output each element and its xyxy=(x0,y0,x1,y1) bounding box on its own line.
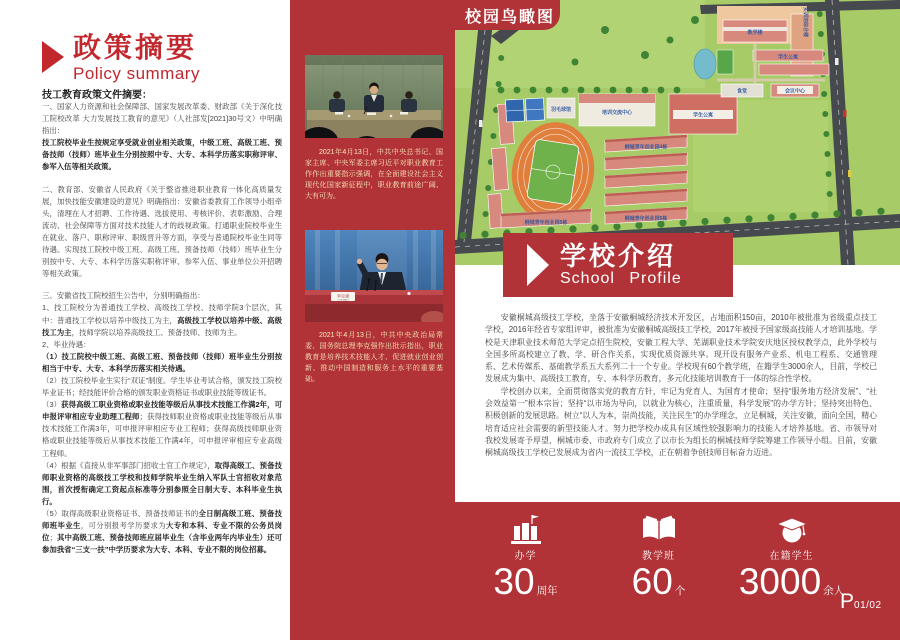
campus-label-park-4: 桐城青年创业园4栋 xyxy=(624,144,668,151)
tree xyxy=(613,223,620,230)
policy-paragraph: （4）根据《直接从非军事部门招收士官工作规定》，取得高级工、预备技师职业资格的高级技工学校和技师学院毕业生纳入军队士官招收对象范围，首次授衔确定工资起点标准等分别参照全日制大专、本科毕业生执行。 xyxy=(42,460,282,506)
campus-label-park-5: 桐城青年创业园5栋 xyxy=(624,216,668,222)
page-number-prefix: P xyxy=(840,590,855,613)
campus-view-badge: 校园鸟瞰图 xyxy=(432,0,560,30)
tree xyxy=(562,87,569,94)
tree xyxy=(496,81,502,87)
stat-students xyxy=(725,514,858,640)
tree xyxy=(490,133,496,139)
school-profile-title xyxy=(503,233,733,297)
tree xyxy=(691,16,699,24)
tree xyxy=(701,218,708,225)
car xyxy=(835,58,839,65)
red-triangle-icon xyxy=(42,41,64,73)
tree xyxy=(498,87,505,94)
stat-years xyxy=(459,514,592,640)
campus-label-dorm-2: 学生公寓 xyxy=(777,54,799,61)
tree xyxy=(610,87,617,94)
nameplate-text-en: LI KEQIANG xyxy=(337,299,349,302)
school-building-icon xyxy=(509,514,543,544)
tree xyxy=(481,231,488,238)
campus-label-shixun: 实训馆综合楼 xyxy=(802,6,808,38)
tree xyxy=(459,232,466,239)
policy-paragraph: 2、毕业待遇： xyxy=(42,339,91,349)
tree xyxy=(723,217,730,224)
graduate-cap-icon xyxy=(775,514,809,544)
page-number xyxy=(840,590,882,614)
policy-title-en: Policy summary xyxy=(73,64,200,83)
stat-classes xyxy=(592,514,725,640)
school-paragraph-2: 学校创办以来，全面贯彻落实党的教育方针，牢记为党育人、为国育才使命；坚持“服务地方经济发展”、“社会效益第一”根本宗旨；坚持“以市场为导向，以就业为核心，注重质量，科学发展”的办学方针；坚持突出特色、积极创新的发展思路。树立“以人为本，崇尚技能，关注民生”的办学理念，立足桐城，关注安徽，面向全国，精心培育适应社会需要的新型技能人才。努力把学校办成具有区域性较强影响力的技能人才培养基地。省、市领导对我校发展寄予厚望，桐城市委、市政府专门成立了以市长为组长的桐城技师学院筹建工作领导小组。目前，安徽桐城高级技工学校已发展成为省内一流技工学校，正在朝着争创技师目标奋力迈进。 xyxy=(485,386,877,458)
stat-value: 30 xyxy=(493,561,535,602)
tree xyxy=(642,87,649,94)
stat-value: 60 xyxy=(631,561,673,602)
tree xyxy=(745,215,752,222)
tree xyxy=(679,219,686,226)
campus-label-dorm: 学生公寓 xyxy=(692,112,714,119)
tree xyxy=(485,185,491,191)
tree xyxy=(823,131,829,137)
tree xyxy=(658,87,665,94)
tree xyxy=(594,87,601,94)
stat-unit: 余人 xyxy=(823,585,845,597)
stats-band xyxy=(455,502,900,640)
policy-summary-title xyxy=(42,33,200,84)
policy-paragraph: 技工院校毕业生按规定享受就业创业相关政策，中级工班、高级工班、预备技师（技师）班毕业生分别按照中专、大专、本科学历落实职称评审、参军入伍等相关政策。 xyxy=(42,138,282,172)
tree xyxy=(483,211,489,217)
tree xyxy=(578,87,585,94)
page-number-value: 01/02 xyxy=(854,600,882,611)
tree xyxy=(789,213,796,220)
stat-value: 3000 xyxy=(738,561,822,602)
tree xyxy=(667,37,674,44)
tree xyxy=(824,151,830,157)
tree xyxy=(821,91,827,97)
school-title-en: School Profile xyxy=(560,269,682,287)
xi-jinping-meeting-photo xyxy=(305,55,443,138)
campus-label-conference: 会议中心 xyxy=(784,88,806,95)
tree xyxy=(572,59,579,66)
policy-text-block xyxy=(42,101,282,556)
tree xyxy=(498,55,504,61)
nameplate-text: 李克强 xyxy=(336,293,350,299)
car xyxy=(843,110,847,117)
school-title-cn: 学校介绍 xyxy=(560,240,677,271)
tree xyxy=(827,191,833,197)
stat-label: 办学 xyxy=(514,551,537,562)
campus-aerial-map xyxy=(455,0,900,265)
tree xyxy=(818,31,824,37)
tree xyxy=(674,87,681,94)
policy-paragraph: （5）取得高级职业资格证书、预备技师证书的全日制高级工班、预备技师班毕业生，可分别报考学历要求为大专和本科、专业不限的公务员岗位；其中高级工班、预备技师班应届毕业生（含毕业两年内毕业生）还可参加我省“三支一扶”中学历要求为大专、本科、专业不限的岗位招募。 xyxy=(42,509,282,555)
campus-label-training-center: 培训交流中心 xyxy=(601,110,633,116)
policy-paragraph: （2）技工院校毕业生实行“双证”制度。学生毕业考试合格，颁发技工院校毕业证书；经技能评价合格的颁发职业资格证书或职业技能等级证书。 xyxy=(42,375,282,398)
car xyxy=(848,170,852,177)
tree xyxy=(833,210,840,217)
policy-paragraph: （1）技工院校中级工班、高级工班、预备技师（技师）班毕业生分别按相当于中专、大专、本科学历落实相关待遇。 xyxy=(42,351,282,373)
campus-label-park-left: 桐城青年创业园5栋 xyxy=(524,220,568,226)
policy-paragraph: 1、技工院校分为普通技工学校、高级技工学校、技师学院3个层次，其中：普通技工学校以培养中级技工为主，高级技工学校以培养中级、高级技工为主，技师学院以培养高级技工、预备技师、技师为主。 xyxy=(42,303,282,337)
stat-unit: 周年 xyxy=(536,585,558,597)
tree xyxy=(826,171,832,177)
stat-unit: 个 xyxy=(674,585,686,597)
campus-label-badminton: 羽毛球馆 xyxy=(550,107,572,113)
stat-label: 教学班 xyxy=(642,551,675,562)
tree xyxy=(822,111,828,117)
photo-caption-li: 2021年4月13日，中共中央政治局常委、国务院总理李克强作出批示指出，职业教育是培养技术技能人才、促进就业创业创新、推动中国制造和服务上水平的重要基础。 xyxy=(305,332,443,383)
policy-paragraph: 三、安徽省技工院校招生公告中，分别明确指出： xyxy=(42,291,205,301)
policy-paragraph: （3）获得高级工职业资格或职业技能等级后从事技术技能工作满2年，可申报评审相应专业助理工程师；获得技师职业资格或职业技能等级后从事技术技能工作满3年，可申报评审相应专业工程师；获得高级技师职业资格或职业技能等级后从事技术技能工作满4年，可申报评审相应专业高级工程师。 xyxy=(42,400,282,458)
tree xyxy=(635,222,642,229)
tree xyxy=(626,87,633,94)
campus-label-canteen: 食堂 xyxy=(736,88,748,95)
policy-title-cn: 政策摘要 xyxy=(73,32,198,63)
car xyxy=(479,120,483,127)
tree xyxy=(601,26,609,34)
policy-doc-header: 技工教育政策文件摘要： xyxy=(42,90,152,101)
open-book-icon xyxy=(641,514,677,544)
tree xyxy=(514,87,521,94)
tree xyxy=(811,212,818,219)
li-keqiang-press-photo xyxy=(305,230,443,322)
stat-label: 在籍学生 xyxy=(769,551,814,562)
school-profile-text xyxy=(485,312,877,460)
tree xyxy=(569,226,576,233)
white-triangle-icon xyxy=(527,244,549,286)
tree xyxy=(855,209,862,216)
tree xyxy=(767,214,774,221)
tree xyxy=(877,208,884,215)
tree xyxy=(546,87,553,94)
tree xyxy=(817,11,823,17)
campus-label-teaching: 教学楼 xyxy=(747,30,763,36)
policy-paragraph: 二、教育部、安徽省人民政府《关于整省推进职业教育一体化高质量发展，加快技能安徽建设的意见》明确指出：安徽省委教育工作领导小组牵头，清理在人才招聘、工作待遇、选拔使用、考核评价、表彰激励、合理流动、社会保障等方面对技术技能人才的歧视政策。打通职业院校毕业生在就业、落户、职称评审、职级晋升等方面，享受与普通院校毕业生同等待遇。实现技工院校中级工班、高级工班、预备技师（技师）班毕业生分别按中专、大专、本科学历落实职称评审、参军入伍、事业单位公开招聘等相关政策。 xyxy=(42,184,282,279)
tree xyxy=(641,51,649,59)
photo-caption-xi: 2021年4月13日，中共中央总书记、国家主席、中央军委主席习近平对职业教育工作作出重要指示强调，在全面建设社会主义现代化国家新征程中，职业教育前途广阔、大有可为。 xyxy=(305,149,443,200)
policy-paragraph: 一、国家人力资源和社会保障部、国家发展改革委、财政部《关于深化技工院校改革 大力发展技工教育的意见》（人社部发[2021]30号文）中明确指出： xyxy=(42,102,282,136)
tree xyxy=(591,224,598,231)
school-paragraph-1: 安徽桐城高级技工学校，坐落于安徽桐城经济技术开发区，占地面积150亩，2010年被批准为省级重点技工学校，2016年经省专家组评审，被批准为安徽桐城高级技工学校，2017年被授予国家级高技能人才培训基地。学校是天津职业技术师范大学定点招生院校，安徽工程大学、芜湖职业技术学院安庆地区授权教学点，此外学校与全国多所高校建立了教、学、研合作关系，实现优质资源共享。现开设有服务产业系、机电工程系、交通管理系、艺术传媒系、基础教学系五大系列二十一个专业。学校现有60个教学班，在籍学生3000余人，目前，学校已发展成为集中、高级技工教育，专、本科学历教育，多元化技能培训教育于一体的综合性学校。 xyxy=(485,313,877,384)
tree xyxy=(530,87,537,94)
